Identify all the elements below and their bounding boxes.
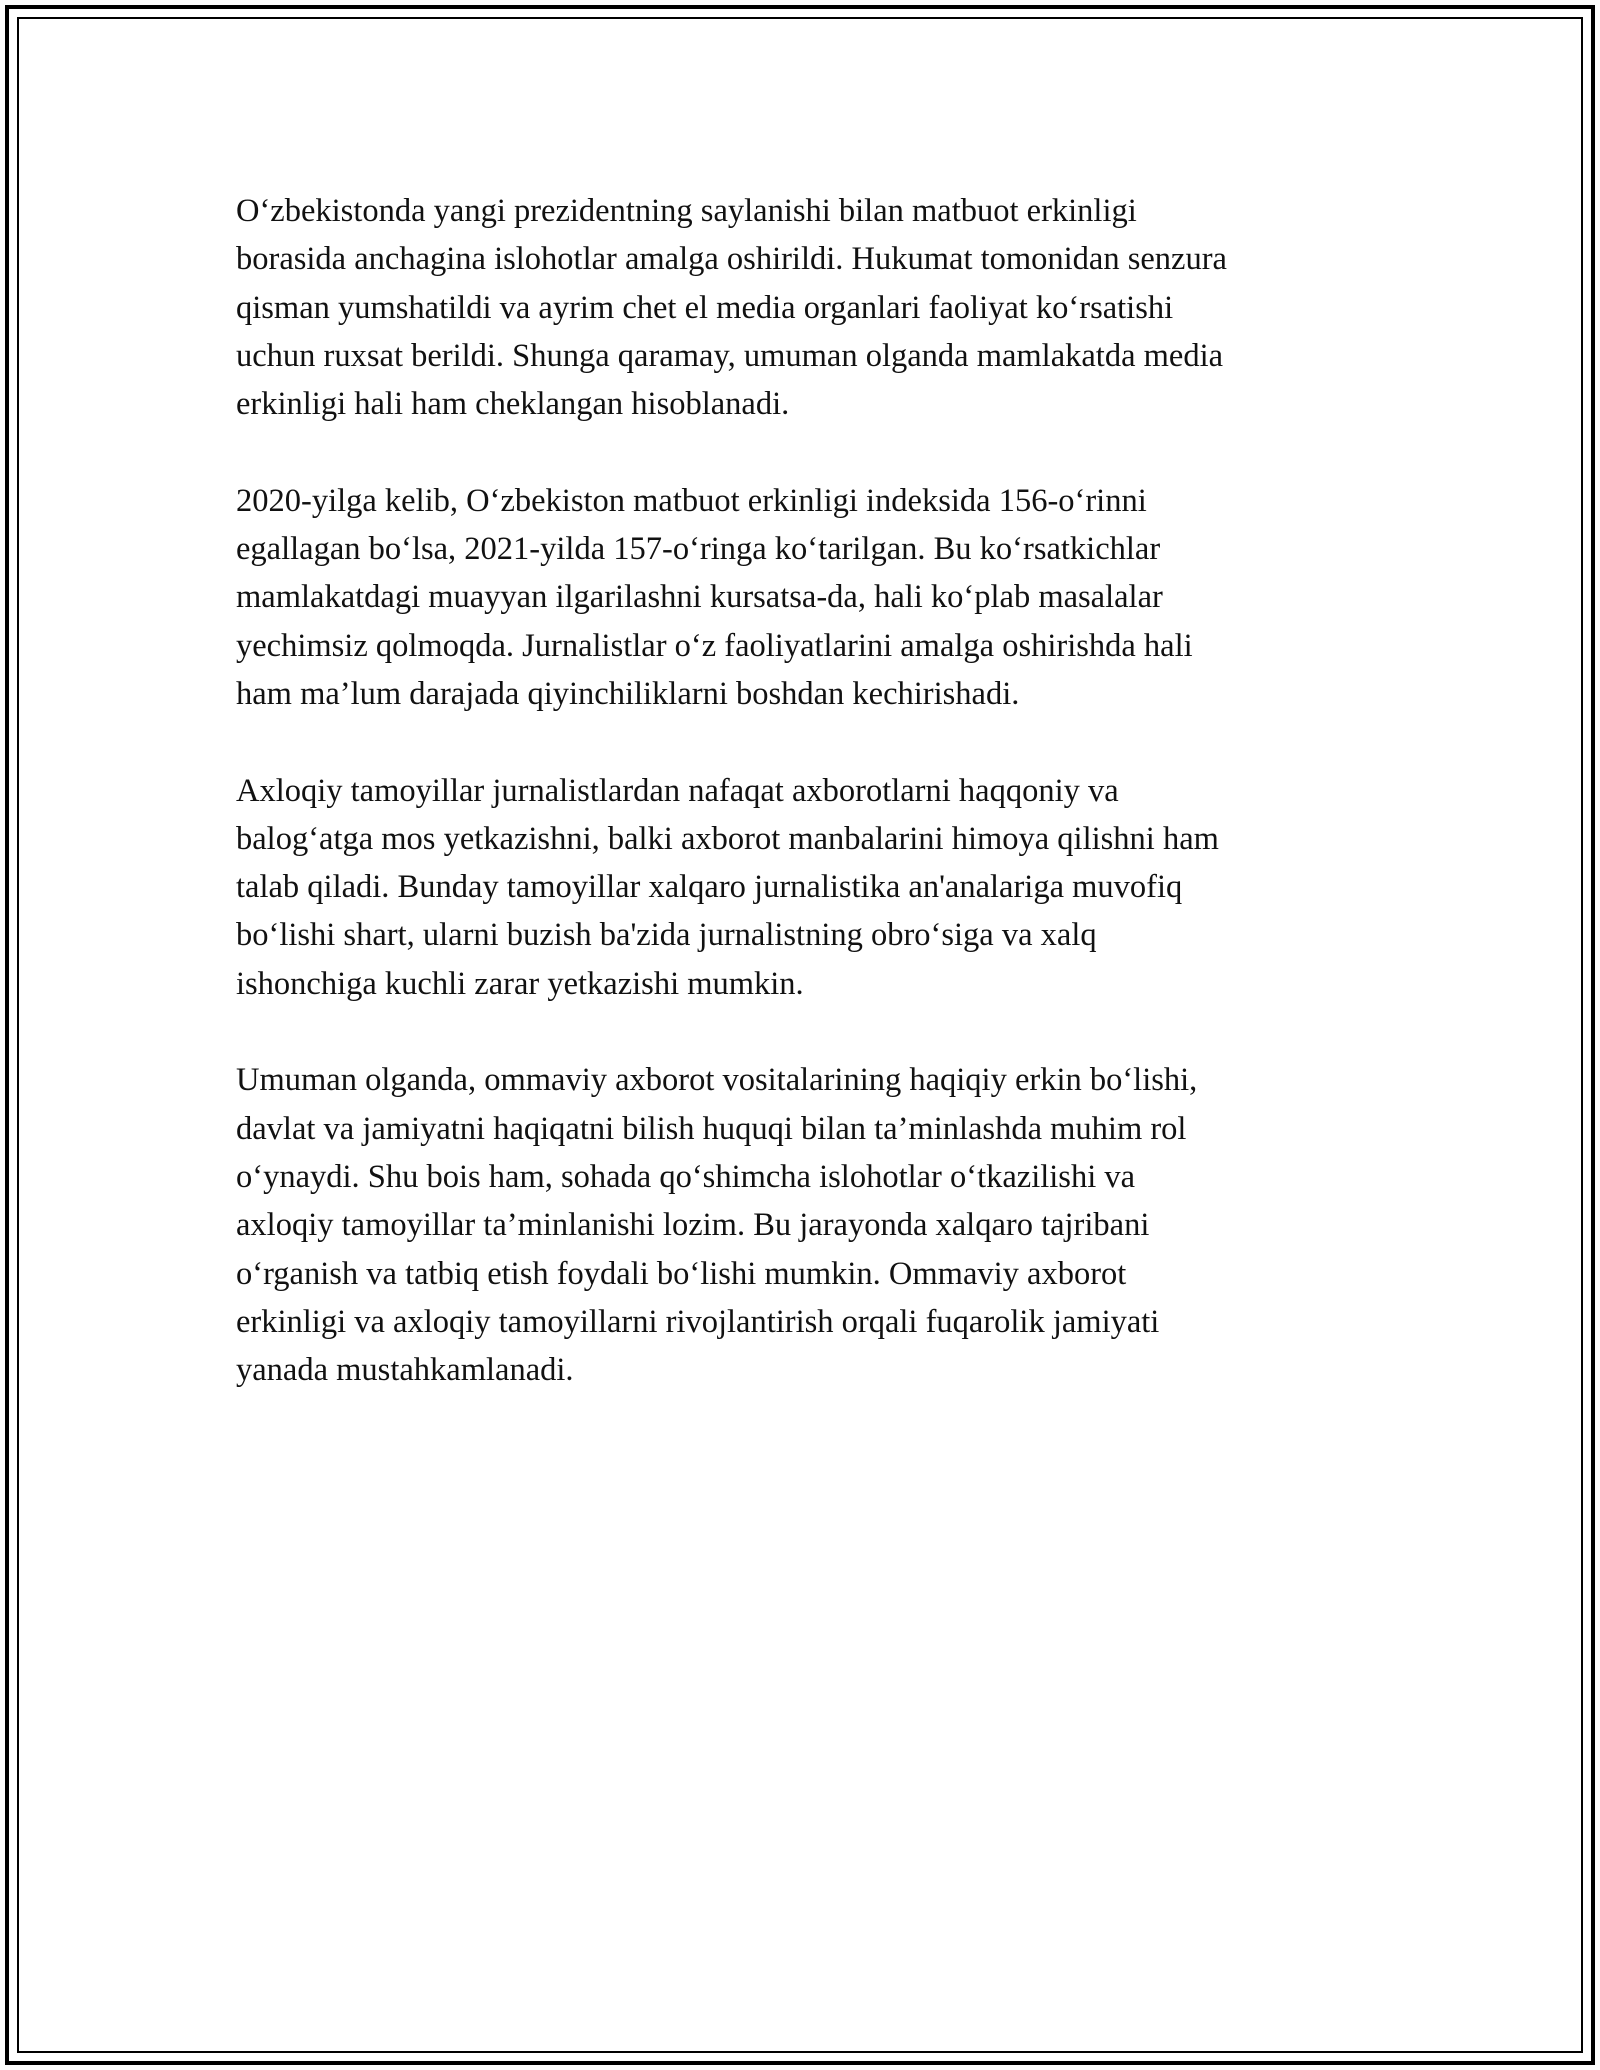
paragraph-line: o‘rganish va tatbiq etish foydali bo‘lishi mumkin. Ommaviy axborot bbox=[236, 1255, 1127, 1292]
paragraph-line: ishonchiga kuchli zarar yetkazishi mumkin. bbox=[236, 965, 804, 1002]
document-body bbox=[236, 187, 1376, 1443]
paragraph-line: uchun ruxsat berildi. Shunga qaramay, umuman olganda mamlakatda media bbox=[236, 337, 1224, 374]
paragraph-line: Umuman olganda, ommaviy axborot vositalarining haqiqiy erkin bo‘lishi, bbox=[236, 1062, 1198, 1099]
paragraph-line: 2020-yilga kelib, O‘zbekiston matbuot erkinligi indeksida 156-o‘rinni bbox=[236, 482, 1147, 519]
paragraph-line: axloqiy tamoyillar ta’minlanishi lozim. Bu jarayonda xalqaro tajribani bbox=[236, 1207, 1150, 1244]
paragraph-line: borasida anchagina islohotlar amalga oshirildi. Hukumat tomonidan senzura bbox=[236, 241, 1227, 278]
paragraph-line: erkinligi hali ham cheklangan hisoblanadi. bbox=[236, 386, 790, 423]
paragraph-line: O‘zbekistonda yangi prezidentning saylanishi bilan matbuot erkinligi bbox=[236, 193, 1137, 229]
paragraph-line: bo‘lishi shart, ularni buzish ba'zida jurnalistning obro‘siga va xalq bbox=[236, 917, 1097, 954]
paragraph-line: yechimsiz qolmoqda. Jurnalistlar o‘z faoliyatlarini amalga oshirishda hali bbox=[236, 627, 1193, 664]
paragraph-4 bbox=[236, 1056, 1376, 1394]
paragraph-line: mamlakatdagi muayyan ilgarilashni kursatsa-da, hali ko‘plab masalalar bbox=[236, 579, 1163, 616]
paragraph-line: balog‘atga mos yetkazishni, balki axborot manbalarini himoya qilishni ham bbox=[236, 820, 1219, 857]
paragraph-line: davlat va jamiyatni haqiqatni bilish huquqi bilan ta’minlashda muhim rol bbox=[236, 1110, 1187, 1147]
paragraph-line: egallagan bo‘lsa, 2021-yilda 157-o‘ringa ko‘tarilgan. Bu ko‘rsatkichlar bbox=[236, 531, 1161, 568]
paragraph-line: ham ma’lum darajada qiyinchiliklarni boshdan kechirishadi. bbox=[236, 675, 1020, 712]
paragraph-line: qisman yumshatildi va ayrim chet el media organlari faoliyat ko‘rsatishi bbox=[236, 289, 1174, 326]
paragraph-3 bbox=[236, 767, 1376, 1008]
paragraph-line: talab qiladi. Bunday tamoyillar xalqaro jurnalistika an'analariga muvofiq bbox=[236, 869, 1183, 906]
paragraph-line: Axloqiy tamoyillar jurnalistlardan nafaqat axborotlarni haqqoniy va bbox=[236, 772, 1119, 809]
paragraph-line: o‘ynaydi. Shu bois ham, sohada qo‘shimcha islohotlar o‘tkazilishi va bbox=[236, 1158, 1136, 1195]
paragraph-1 bbox=[236, 187, 1376, 428]
paragraph-line: erkinligi va axloqiy tamoyillarni rivojlantirish orqali fuqarolik jamiyati bbox=[236, 1303, 1160, 1340]
paragraph-line: yanada mustahkamlanadi. bbox=[236, 1352, 574, 1389]
paragraph-2 bbox=[236, 477, 1376, 718]
